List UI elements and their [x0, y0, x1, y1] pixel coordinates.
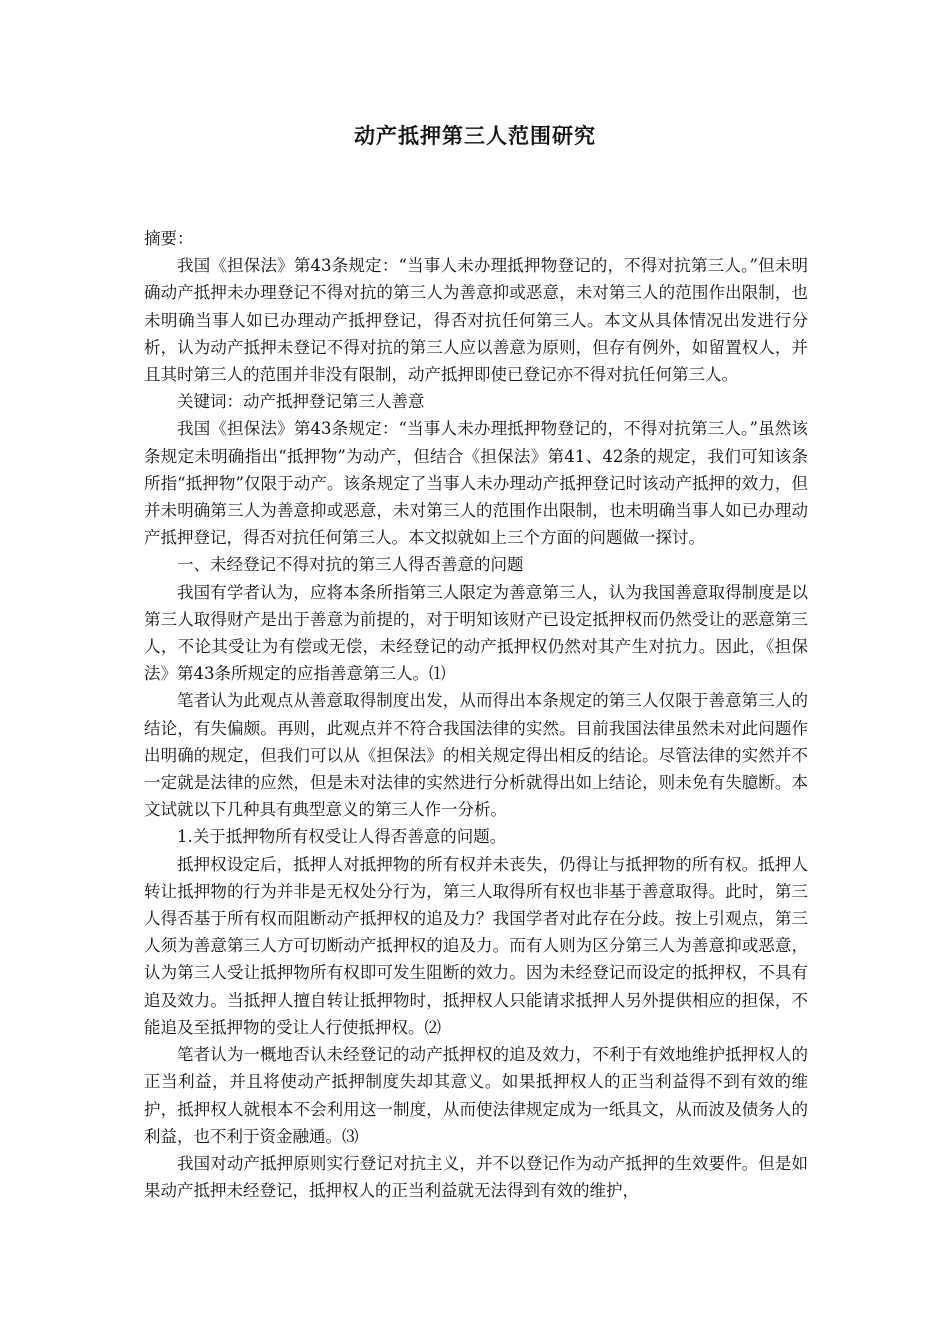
abstract-label: 摘要：	[144, 229, 194, 248]
document-title: 动产抵押第三人范围研究	[354, 124, 596, 148]
body-paragraph: 我国有学者认为，应将本条所指第三人限定为善意第三人，认为我国善意取得制度是以第三人取得财产是出于善意为前提的，对于明知该财产已设定抵押权而仍然受让的恶意第三人，不论其受让为有偿或无偿，未经登记的动产抵押权仍然对其产生对抗力。因此，《担保法》第43条所规定的应指善意第三人。⑴	[144, 582, 808, 684]
subsection-heading: 1.关于抵押物所有权受让人得否善意的问题。	[177, 827, 507, 847]
body-paragraph: 笔者认为此观点从善意取得制度出发，从而得出本条规定的第三人仅限于善意第三人的结论，有失偏颇。再则，此观点并不符合我国法律的实然。目前我国法律虽然未对此问题作出明确的规定，但我们可以从《担保法》的相关规定得出相反的结论。尽管法律的实然并不一定就是法律的应然，但是未对法律的实然进行分析就得出如上结论，则未免有失臆断。本文试就以下几种具有典型意义的第三人作一分析。	[144, 691, 808, 820]
body-paragraph: 抵押权设定后，抵押人对抵押物的所有权并未丧失，仍得让与抵押物的所有权。抵押人转让抵押物的行为并非是无权处分行为，第三人取得所有权也非基于善意取得。此时，第三人得否基于所有权而阻断动产抵押权的追及力？我国学者对此存在分歧。按上引观点，第三人须为善意第三人方可切断动产抵押权的追及力。而有人则为区分第三人为善意抑或恶意，认为第三人受让抵押物所有权即可发生阻断的效力。因为未经登记而设定的抵押权，不具有追及效力。当抵押人擅自转让抵押物时，抵押权人只能请求抵押人另外提供相应的担保，不能追及至抵押物的受让人行使抵押权。⑵	[144, 854, 808, 1037]
keywords-line: 关键词：动产抵押登记第三人善意	[177, 392, 425, 412]
body-paragraph: 笔者认为一概地否认未经登记的动产抵押权的追及效力，不利于有效地维护抵押权人的正当利益，并且将使动产抵押制度失却其意义。如果抵押权人的正当利益得不到有效的维护，抵押权人就根本不会利用这一制度，从而使法律规定成为一纸具文，从而波及债务人的利益，也不利于资金融通。⑶	[144, 1045, 808, 1146]
body-paragraph: 我国对动产抵押原则实行登记对抗主义，并不以登记作为动产抵押的生效要件。但是如果动产抵押未经登记，抵押权人的正当利益就无法得到有效的维护，	[144, 1153, 808, 1201]
document-body	[144, 225, 808, 1204]
abstract-paragraph: 我国《担保法》第43条规定：“当事人未办理抵押物登记的，不得对抗第三人。”但未明确动产抵押未办理登记不得对抗的第三人为善意抑或恶意，未对第三人的范围作出限制，也未明确当事人如已办理动产抵押登记，得否对抗任何第三人。本文从具体情况出发进行分析，认为动产抵押未登记不得对抗的第三人应以善意为原则，但存有例外，如留置权人，并且其时第三人的范围并非没有限制，动产抵押即使已登记亦不得对抗任何第三人。	[144, 256, 808, 385]
section-heading: 一、未经登记不得对抗的第三人得否善意的问题	[177, 555, 524, 575]
body-paragraph: 我国《担保法》第43条规定：“当事人未办理抵押物登记的，不得对抗第三人。”虽然该条规定未明确指出“抵押物”为动产，但结合《担保法》第41、42条的规定，我们可知该条所指“抵押物”仅限于动产。该条规定了当事人未办理动产抵押登记时该动产抵押的效力，但并未明确第三人为善意抑或恶意，未对第三人的范围作出限制，也未明确当事人如已办理动产抵押登记，得否对抗任何第三人。本文拟就如上三个方面的问题做一探讨。	[144, 419, 808, 548]
